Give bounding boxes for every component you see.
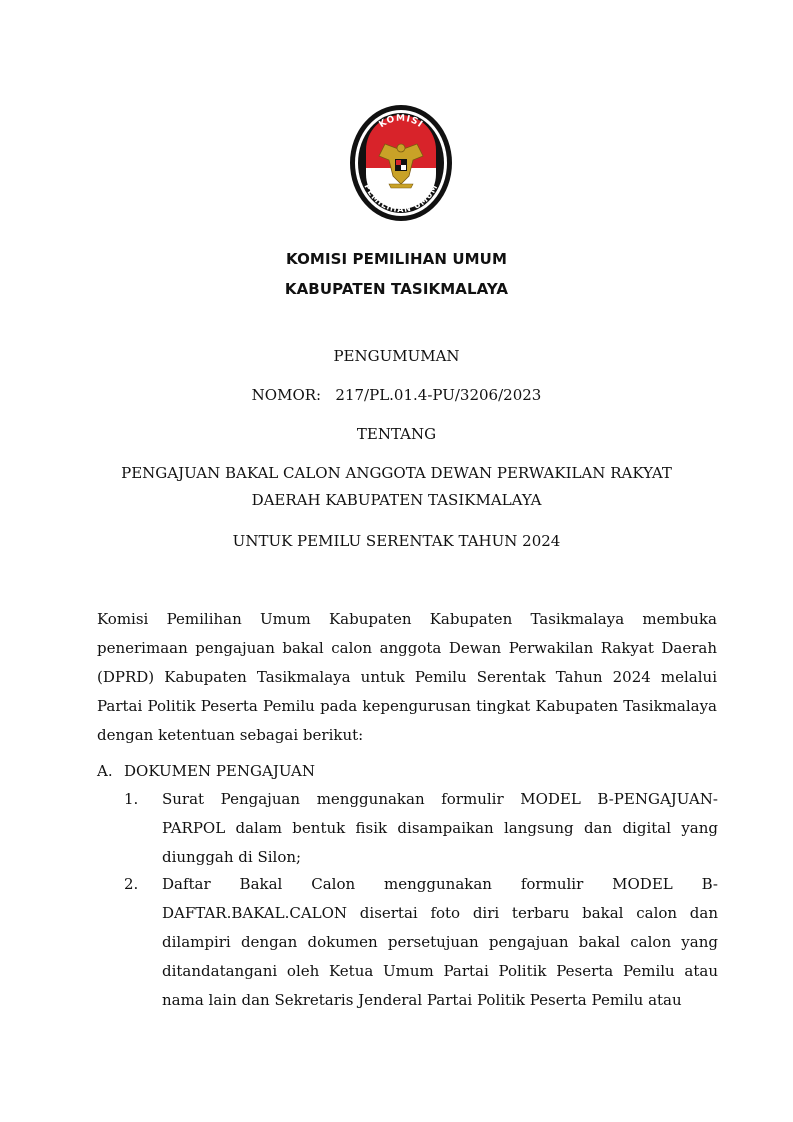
section-a-heading: [97, 758, 315, 784]
subject-line1: PENGAJUAN BAKAL CALON ANGGOTA DEWAN PERWAKILAN RAKYAT: [121, 464, 672, 482]
nomor-value: 217/PL.01.4-PU/3206/2023: [335, 386, 542, 404]
kpu-logo: [349, 104, 453, 222]
subject-line2: DAERAH KABUPATEN TASIKMALAYA: [251, 491, 542, 509]
nomor-label: NOMOR:: [251, 386, 322, 404]
list-item-number: 1.: [124, 790, 139, 808]
list-item-number: 2.: [124, 875, 139, 893]
section-a-letter: A.: [97, 762, 113, 780]
section-a-title: DOKUMEN PENGAJUAN: [124, 762, 315, 780]
org-name-line1: KOMISI PEMILIHAN UMUM: [286, 250, 507, 268]
list-item-text: Surat Pengajuan menggunakan formulir MODEL B-PENGAJUAN-PARPOL dalam bentuk fisik disampaikan langsung dan digital yang diunggah di Silon;: [162, 790, 718, 866]
subject-line3: UNTUK PEMILU SERENTAK TAHUN 2024: [232, 532, 561, 550]
list-item: [124, 785, 718, 872]
list-item-text: Daftar Bakal Calon menggunakan formulir MODEL B-DAFTAR.BAKAL.CALON disertai foto diri terbaru bakal calon dan dilampiri dengan dokumen persetujuan pengajuan bakal calon yang ditandatangani oleh Ketua Umum Partai Politik Peserta Pemilu atau nama lain dan Sekretaris Jenderal Partai Politik Peserta Pemilu atau: [162, 875, 718, 1009]
announcement-label: PENGUMUMAN: [333, 347, 460, 365]
list-item: [124, 870, 718, 1015]
logo-top-text: KOMISI: [377, 113, 425, 131]
org-name-line2: KABUPATEN TASIKMALAYA: [284, 280, 509, 298]
nomor-line: [0, 386, 793, 404]
intro-paragraph: Komisi Pemilihan Umum Kabupaten Kabupaten Tasikmalaya membuka penerimaan pengajuan bakal calon anggota Dewan Perwakilan Rakyat Daerah (DPRD) Kabupaten Tasikmalaya untuk Pemilu Serentak Tahun 2024 melalui Partai Politik Peserta Pemilu pada kepengurusan tingkat Kabupaten Tasikmalaya dengan ketentuan sebagai berikut:: [97, 610, 717, 744]
tentang-label: TENTANG: [356, 425, 437, 443]
intro-paragraph-wrap: [97, 605, 717, 750]
logo-bottom-text: PEMILIHAN UMUM: [362, 182, 440, 215]
